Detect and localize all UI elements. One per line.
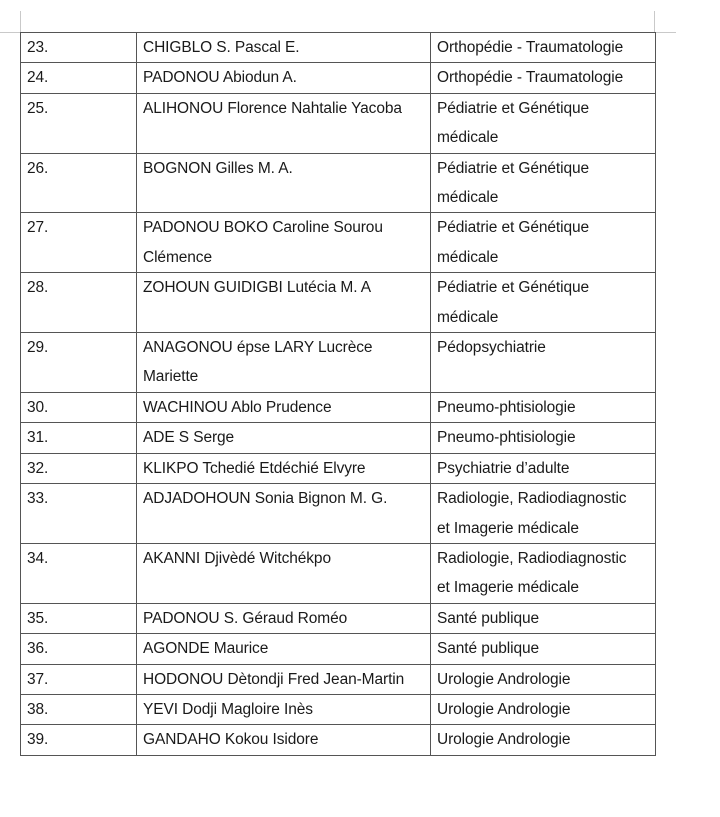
row-number: 28.: [27, 279, 49, 297]
row-number-cell: [21, 484, 137, 544]
row-number: 25.: [27, 99, 49, 117]
doctor-name-cell: [137, 423, 431, 453]
doctor-name-line: ADJADOHOUN Sonia Bignon M. G.: [143, 490, 388, 508]
table-row: [21, 273, 656, 333]
row-number: 24.: [27, 69, 49, 87]
row-number-cell: [21, 664, 137, 694]
specialty-line: et Imagerie médicale: [437, 519, 579, 537]
doctor-name-line: Clémence: [143, 248, 212, 266]
row-number-cell: [21, 213, 137, 273]
row-number-cell: [21, 423, 137, 453]
table-row: [21, 694, 656, 724]
row-number-cell: [21, 453, 137, 483]
row-number: 33.: [27, 490, 49, 508]
specialty-line: Urologie Andrologie: [437, 700, 571, 718]
doctor-name-cell: [137, 694, 431, 724]
doctor-name-line: PADONOU S. Géraud Roméo: [143, 609, 348, 627]
doctor-name-cell: [137, 213, 431, 273]
table-row: [21, 725, 656, 755]
specialty-line: Orthopédie - Traumatologie: [437, 39, 624, 56]
specialty-cell: [431, 543, 656, 603]
specialty-cell: [431, 423, 656, 453]
row-number: 37.: [27, 670, 49, 688]
doctor-name-cell: [137, 484, 431, 544]
row-number: 38.: [27, 700, 49, 718]
row-number-cell: [21, 333, 137, 393]
specialty-line: Urologie Andrologie: [437, 731, 571, 749]
table-row: [21, 484, 656, 544]
doctor-name-cell: [137, 634, 431, 664]
specialty-cell: [431, 63, 656, 93]
doctor-name-line: WACHINOU Ablo Prudence: [143, 398, 332, 416]
margin-guide-top-right-horizontal: [654, 32, 676, 33]
specialty-line: Pédiatrie et Génétique: [437, 159, 590, 177]
doctor-name-cell: [137, 725, 431, 755]
doctor-name-line: Mariette: [143, 368, 199, 386]
doctor-name-line: ALIHONOU Florence Nahtalie Yacoba: [143, 99, 402, 117]
margin-guide-top-right-vertical: [654, 11, 655, 32]
specialty-cell: [431, 213, 656, 273]
doctor-name-cell: [137, 603, 431, 633]
specialty-cell: [431, 484, 656, 544]
doctor-name-line: BOGNON Gilles M. A.: [143, 159, 293, 177]
doctor-name-line: PADONOU BOKO Caroline Sourou: [143, 219, 383, 237]
table-row: [21, 453, 656, 483]
row-number-cell: [21, 603, 137, 633]
table-row: [21, 333, 656, 393]
specialty-cell: [431, 634, 656, 664]
specialty-line: et Imagerie médicale: [437, 579, 579, 597]
doctor-name-cell: [137, 273, 431, 333]
table-row: [21, 63, 656, 93]
row-number-cell: [21, 392, 137, 422]
specialty-cell: [431, 392, 656, 422]
specialty-line: Pneumo-phtisiologie: [437, 429, 576, 447]
doctor-name-line: CHIGBLO S. Pascal E.: [143, 39, 300, 56]
row-number-cell: [21, 543, 137, 603]
row-number: 26.: [27, 159, 49, 177]
row-number: 31.: [27, 429, 49, 447]
table-row: [21, 93, 656, 153]
specialty-cell: [431, 153, 656, 213]
specialty-line: Santé publique: [437, 609, 540, 627]
specialty-line: Santé publique: [437, 640, 540, 658]
specialty-line: Urologie Andrologie: [437, 670, 571, 688]
specialty-cell: [431, 664, 656, 694]
specialty-line: Radiologie, Radiodiagnostic: [437, 490, 627, 508]
row-number-cell: [21, 694, 137, 724]
specialty-line: médicale: [437, 189, 499, 207]
row-number-cell: [21, 33, 137, 63]
row-number: 32.: [27, 459, 49, 477]
doctor-name-cell: [137, 33, 431, 63]
doctor-name-line: AKANNI Djivèdé Witchékpo: [143, 549, 331, 567]
doctor-name-cell: [137, 153, 431, 213]
doctor-name-cell: [137, 333, 431, 393]
row-number: 23.: [27, 39, 49, 56]
doctor-name-cell: [137, 93, 431, 153]
specialty-line: Psychiatrie d’adulte: [437, 459, 570, 477]
specialty-cell: [431, 93, 656, 153]
doctor-name-line: ADE S Serge: [143, 429, 235, 447]
row-number: 34.: [27, 549, 49, 567]
row-number-cell: [21, 273, 137, 333]
doctor-name-cell: [137, 543, 431, 603]
specialists-table: [20, 32, 656, 756]
margin-guide-top-left-horizontal: [0, 32, 20, 33]
doctor-name-cell: [137, 63, 431, 93]
specialty-cell: [431, 603, 656, 633]
table-row: [21, 664, 656, 694]
specialty-line: Orthopédie - Traumatologie: [437, 69, 624, 87]
doctor-name-line: ZOHOUN GUIDIGBI Lutécia M. A: [143, 279, 372, 297]
row-number: 27.: [27, 219, 49, 237]
row-number-cell: [21, 725, 137, 755]
table-body: [21, 33, 656, 756]
specialty-line: Pneumo-phtisiologie: [437, 398, 576, 416]
margin-guide-top-left-vertical: [20, 11, 21, 32]
specialty-line: médicale: [437, 129, 499, 147]
table-row: [21, 392, 656, 422]
doctor-name-line: GANDAHO Kokou Isidore: [143, 731, 319, 749]
table-row: [21, 603, 656, 633]
row-number: 39.: [27, 731, 49, 749]
specialty-cell: [431, 333, 656, 393]
specialty-line: médicale: [437, 248, 499, 266]
doctor-name-line: HODONOU Dètondji Fred Jean-Martin: [143, 670, 405, 688]
table-row: [21, 153, 656, 213]
specialty-line: médicale: [437, 308, 499, 326]
specialty-cell: [431, 694, 656, 724]
row-number-cell: [21, 153, 137, 213]
specialty-line: Pédiatrie et Génétique: [437, 279, 590, 297]
row-number: 36.: [27, 640, 49, 658]
row-number-cell: [21, 93, 137, 153]
doctor-name-line: KLIKPO Tchedié Etdéchié Elvyre: [143, 459, 366, 477]
table-row: [21, 213, 656, 273]
row-number-cell: [21, 634, 137, 664]
row-number-cell: [21, 63, 137, 93]
row-number: 30.: [27, 398, 49, 416]
doctor-name-line: ANAGONOU épse LARY Lucrèce: [143, 339, 373, 357]
specialty-cell: [431, 33, 656, 63]
row-number: 35.: [27, 609, 49, 627]
specialty-line: Radiologie, Radiodiagnostic: [437, 549, 627, 567]
specialty-cell: [431, 273, 656, 333]
row-number: 29.: [27, 339, 49, 357]
table-row: [21, 33, 656, 63]
doctor-name-line: YEVI Dodji Magloire Inès: [143, 700, 313, 718]
doctor-name-line: AGONDE Maurice: [143, 640, 269, 658]
table-row: [21, 423, 656, 453]
doctor-name-cell: [137, 392, 431, 422]
specialty-line: Pédopsychiatrie: [437, 339, 546, 357]
specialty-cell: [431, 453, 656, 483]
specialty-cell: [431, 725, 656, 755]
specialty-line: Pédiatrie et Génétique: [437, 99, 590, 117]
table-row: [21, 634, 656, 664]
table-row: [21, 543, 656, 603]
doctor-name-line: PADONOU Abiodun A.: [143, 69, 297, 87]
specialty-line: Pédiatrie et Génétique: [437, 219, 590, 237]
doctor-name-cell: [137, 453, 431, 483]
doctor-name-cell: [137, 664, 431, 694]
